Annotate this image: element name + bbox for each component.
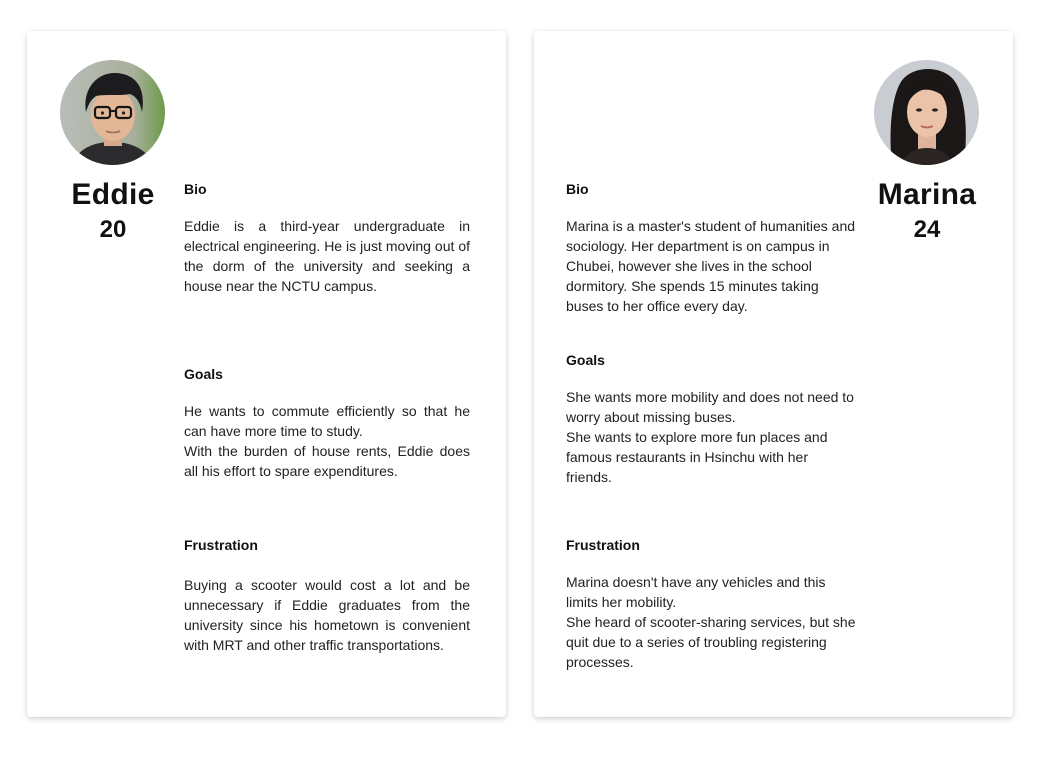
bio-heading: Bio — [566, 181, 589, 197]
goals-heading: Goals — [566, 352, 605, 368]
male-portrait-icon — [60, 60, 165, 165]
persona-name: Marina — [877, 178, 977, 211]
goals-line: She wants more mobility and does not need to worry about missing buses. — [566, 389, 854, 425]
frustration-line: She heard of scooter-sharing services, but she quit due to a series of troubling registering processes. — [566, 614, 856, 670]
frustration-text — [566, 572, 856, 672]
goals-line: With the burden of house rents, Eddie does all his effort to spare expenditures. — [184, 443, 470, 479]
persona-age: 20 — [99, 216, 127, 243]
persona-card-eddie — [27, 31, 506, 717]
goals-text — [566, 387, 856, 487]
bio-text: Marina is a master's student of humanities and sociology. Her department is on campus in Chubei, however she lives in the school dormitory. She spends 15 minutes taking buses to her office every day. — [566, 218, 856, 314]
bio-heading: Bio — [184, 181, 207, 197]
goals-line: He wants to commute efficiently so that he can have more time to study. — [184, 403, 470, 439]
persona-name: Eddie — [71, 178, 155, 211]
frustration-heading: Frustration — [184, 537, 258, 553]
female-portrait-icon — [874, 60, 979, 165]
frustration-heading: Frustration — [566, 537, 640, 553]
persona-age: 24 — [913, 216, 941, 243]
bio-text: Eddie is a third-year undergraduate in electrical engineering. He is just moving out of the dorm of the university and seeking a house near the NCTU campus. — [184, 218, 470, 294]
goals-line: She wants to explore more fun places and famous restaurants in Hsinchu with her friends. — [566, 429, 828, 485]
goals-heading: Goals — [184, 366, 223, 382]
goals-text — [184, 401, 470, 481]
frustration-line: Marina doesn't have any vehicles and this limits her mobility. — [566, 574, 826, 610]
persona-card-marina — [534, 31, 1013, 717]
frustration-text: Buying a scooter would cost a lot and be unnecessary if Eddie graduates from the university since his hometown is convenient with MRT and other traffic transportations. — [184, 577, 470, 653]
